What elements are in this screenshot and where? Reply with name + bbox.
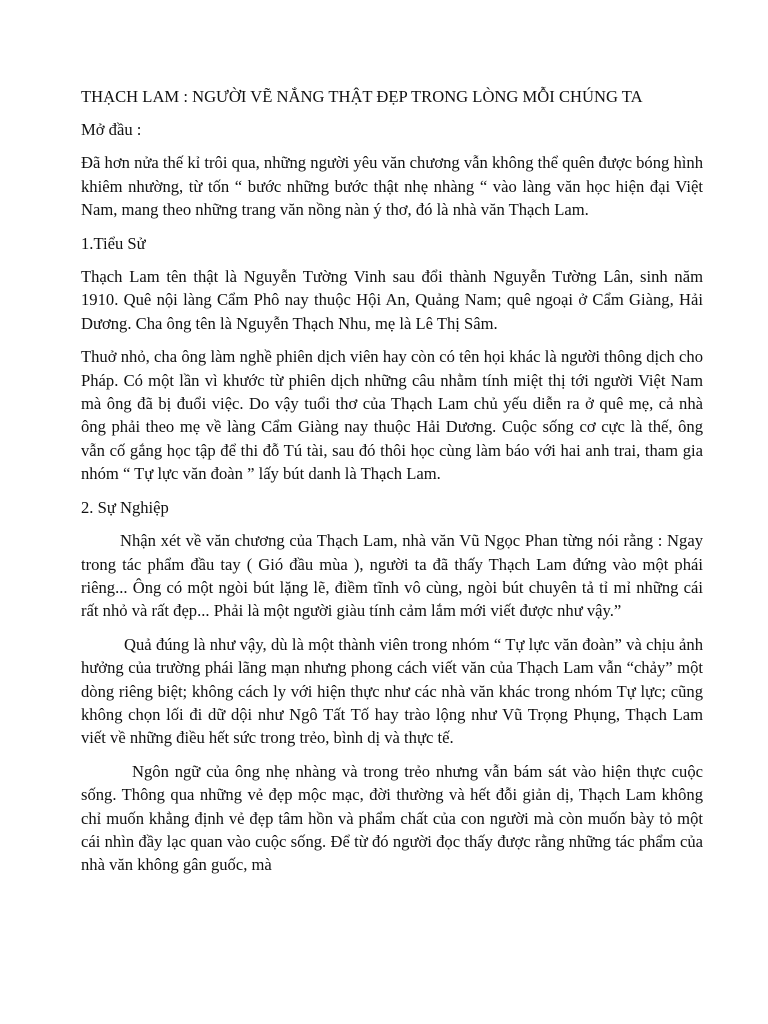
intro-paragraph: Đã hơn nửa thế kỉ trôi qua, những người yêu văn chương vẫn không thể quên được bóng hình khiêm nhường, từ tốn “ bước những bước thật nhẹ nhàng “ vào làng văn học hiện đại Việt Nam, mang theo những trang văn nồng nàn ý thơ, đó là nhà văn Thạch Lam. <box>81 153 703 220</box>
biography-paragraph-1: Thạch Lam tên thật là Nguyễn Tường Vinh sau đổi thành Nguyễn Tường Lân, sinh năm 1910. Quê nội làng Cẩm Phô nay thuộc Hội An, Quảng Nam; quê ngoại ở Cẩm Giàng, Hải Dương. Cha ông tên là Nguyễn Thạch Nhu, mẹ là Lê Thị Sâm. <box>81 267 703 333</box>
biography-paragraph-2: Thuở nhỏ, cha ông làm nghề phiên dịch viên hay còn có tên họi khác là người thông dịch cho Pháp. Có một lần vì khước từ phiên dịch những câu nhằm tính miệt thị tới người Việt Nam mà ông đã bị đuổi việc. Do vậy tuổi thơ của Thạch Lam chủ yếu diễn ra ở quê mẹ, cả nhà ông phải theo mẹ về làng Cẩm Giàng nay thuộc Hải Dương. Cuộc sống cơ cực là thế, ông vẫn cố gắng học tập để thi đỗ Tú tài, sau đó thôi học cùng làm báo với hai anh trai, tham gia nhóm “ Tự lực văn đoàn ” lấy bút danh là Thạch Lam. <box>81 347 703 484</box>
document-body <box>81 86 703 887</box>
section-heading-career: 2. Sự Nghiệp <box>81 497 169 517</box>
intro-label: Mở đầu : <box>81 120 142 139</box>
section-heading-biography: 1.Tiểu Sử <box>81 233 146 253</box>
document-title: THẠCH LAM : NGƯỜI VẼ NẮNG THẬT ĐẸP TRONG LÒNG MỖI CHÚNG TA <box>81 87 643 106</box>
career-paragraph-3: Ngôn ngữ của ông nhẹ nhàng và trong trẻo nhưng vẫn bám sát vào hiện thực cuộc sống. Thông qua những vẻ đẹp mộc mạc, đời thường và hết đỗi giản dị, Thạch Lam không chỉ muốn khẳng định vẻ đẹp tâm hồn và phẩm chất của con người mà còn muốn bày tỏ một cái nhìn đầy lạc quan vào cuộc sống. Để từ đó người đọc thấy được rằng những tác phẩm của nhà văn không gân guốc, mà <box>81 761 703 875</box>
career-paragraph-2: Quả đúng là như vậy, dù là một thành viên trong nhóm “ Tự lực văn đoàn” và chịu ảnh hưởng của trường phái lãng mạn nhưng phong cách viết văn của Thạch Lam vẫn “chảy” một dòng riêng biệt; không cách ly với hiện thực như các nhà văn khác trong nhóm Tự lực; cũng không chọn lối đi dữ dội như Ngô Tất Tố hay trào lộng như Vũ Trọng Phụng, Thạch Lam viết về những điều hết sức trong trẻo, bình dị và thực tế. <box>81 634 703 748</box>
career-paragraph-1: Nhận xét về văn chương của Thạch Lam, nhà văn Vũ Ngọc Phan từng nói rằng : Ngay trong tác phẩm đầu tay ( Gió đầu mùa ), người ta đã thấy Thạch Lam đứng vào một phái riêng... Ông có một ngòi bút lặng lẽ, điềm tĩnh vô cùng, ngòi bút chuyên tả tỉ mỉ những cái rất nhỏ và rất đẹp... Phải là một người giàu tính cảm lắm mới viết được như vậy.” <box>81 531 703 621</box>
